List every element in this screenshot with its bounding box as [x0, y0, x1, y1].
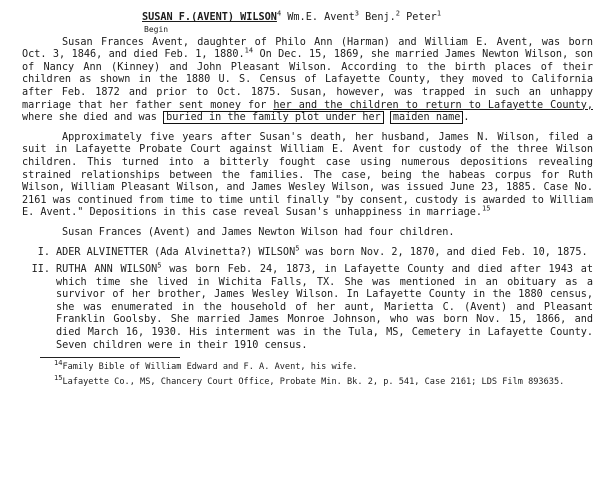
generation-number: 1	[436, 9, 442, 18]
children-intro: Susan Frances (Avent) and James Newton Wilson had four children.	[62, 226, 455, 238]
custody-paragraph: Approximately five years after Susan's death, her husband, James N. Wilson, filed a suit in Lafayette Probate Court against William E. Avent for custody of the three Wilson children. This turned into a bitterly fought case using numerous depositions revealing strained relationships between the families. The case, being the habeas corpus for Ruth Wilson, William Pleasant Wilson, and James Wesley Wilson, was issued June 23, 1885. Case No. 2161 was continued from time to time until finally "by consent, custody is awarded to William E. Avent." Depositions in this case reveal Susan's unhappiness in marriage.$^{15}$	[22, 131, 593, 219]
biography-paragraph: Susan Frances Avent, daughter of Philo Ann (Harman) and William E. Avent, was born Oct. 3, 1846, and died Feb. 1, 1880.14 On Dec. 15, 1869, she married James Newton Wilson, son of Nancy Ann (Kinney) and John Pleasant Wilson. According to the birth places of their children as shown in the 1880 U. S. Census of Lafayette County, they moved to California after Feb. 1872 and prior to Oct. 1875. Susan, however, was trapped in such an unhappy marriage that her father sent money for her and the children to return to Lafayette County, where she died and was buried in the family plot under her maiden name .	[22, 36, 593, 124]
footnote: $^{15}$Lafayette Co., MS, Chancery Court Office, Probate Min. Bk. 2, p. 541, Case 2161; LDS Film 893635.	[54, 374, 565, 388]
footnote-ref: 14	[244, 46, 254, 55]
begin-label: Begin	[144, 24, 169, 34]
great-grandfather-name: Peter	[400, 12, 437, 23]
generation-number: 3	[354, 9, 359, 18]
boxed-passage: maiden name	[390, 111, 463, 124]
roman-numeral: I.	[37, 246, 50, 258]
list-item: I. ADER ALVINETTER (Ada Alvinetta?) WILSON$^5$ was born Nov. 2, 1870, and died Feb. 10, 1875.	[22, 247, 593, 260]
roman-numeral: II.	[31, 264, 50, 276]
generation-number: 4	[276, 9, 282, 18]
footnote-ref: 5	[295, 244, 300, 253]
lineage-header	[142, 9, 593, 25]
boxed-passage: buried in the family plot under her	[163, 111, 384, 124]
children-list	[22, 244, 593, 353]
list-item: II. RUTHA ANN WILSON$^5$ was born Feb. 24, 1873, in Lafayette County and died after 1943 at which time she lived in Wichita Falls, TX. She was mentioned in an obituary as a survivor of her brother, James Wesley Wilson. In Lafayette County in the 1880 census, she was enumerated in the household of her aunt, Marietta C. (Avent) and Pleasant Franklin Goolsby. She married James Monroe Johnson, who was born Nov. 15, 1866, and died March 16, 1930. His interment was in the Tula, MS, Cemetery in Lafayette County. Seven children were in their 1910 census.	[22, 264, 593, 352]
generation-number: 2	[395, 9, 401, 18]
footnote-divider	[40, 357, 180, 358]
underlined-passage: her and the children to return to Lafayette County,	[273, 99, 593, 111]
grandfather-name: Benj.	[358, 12, 396, 23]
father-name: Wm.E. Avent	[281, 12, 355, 23]
footnote: $^{14}$Family Bible of William Edward and F. A. Avent, his wife.	[54, 359, 358, 373]
footnote-ref: 5	[157, 261, 162, 270]
subject-name: SUSAN F.(AVENT) WILSON	[142, 12, 277, 23]
footnote-ref: 15	[482, 204, 491, 213]
